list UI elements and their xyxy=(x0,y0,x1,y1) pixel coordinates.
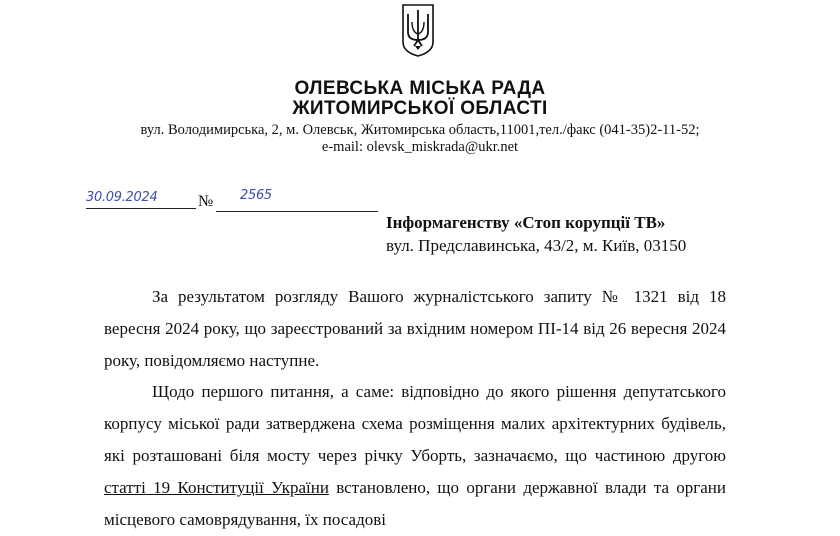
body-paragraph-1: За результатом розгляду Вашого журналістського запиту № 1321 від 18 вересня 2024 року, що зареєстрований за вхідним номером ПІ-14 від 26 вересня 2024 року, повідомляємо наступне. xyxy=(104,287,726,370)
date-underline xyxy=(86,208,196,209)
org-email: e-mail: olevsk_miskrada@ukr.net xyxy=(321,139,519,155)
recipient-address: вул. Предславинська, 43/2, м. Київ, 03150 xyxy=(386,236,687,255)
paragraph-2-text-end: встановлено, що органи державної влади та органи місцевого самоврядування, їх посадові xyxy=(104,478,726,529)
org-title-line2: ЖИТОМИРСЬКОЇ ОБЛАСТІ xyxy=(292,98,548,119)
paragraph-2-text-start: Щодо першого питання, а саме: відповідно до якого рішення депутатського корпусу міської ради затверджена схема розміщення малих архітектурних будівель, які розташовані біля мосту через річку Уборть, зазначаємо, що частиною другою xyxy=(104,382,726,465)
org-address: вул. Володимирська, 2, м. Олевськ, Житомирська область,11001,тел./факс (041-35)2-11-52; xyxy=(140,122,700,138)
outgoing-number-handwritten: 2565 xyxy=(240,188,272,203)
constitution-article-link[interactable]: статті 19 Конституції України xyxy=(104,478,329,497)
trident-coat-of-arms-icon xyxy=(400,2,436,58)
org-title-line1: ОЛЕВСЬКА МІСЬКА РАДА xyxy=(294,78,546,99)
number-underline xyxy=(216,211,378,212)
recipient-name: Інформагенству «Стоп корупції ТВ» xyxy=(386,213,666,232)
number-sign: № xyxy=(198,193,214,210)
outgoing-date-handwritten: 30.09.2024 xyxy=(86,190,158,205)
body-paragraph-2 xyxy=(104,376,726,536)
